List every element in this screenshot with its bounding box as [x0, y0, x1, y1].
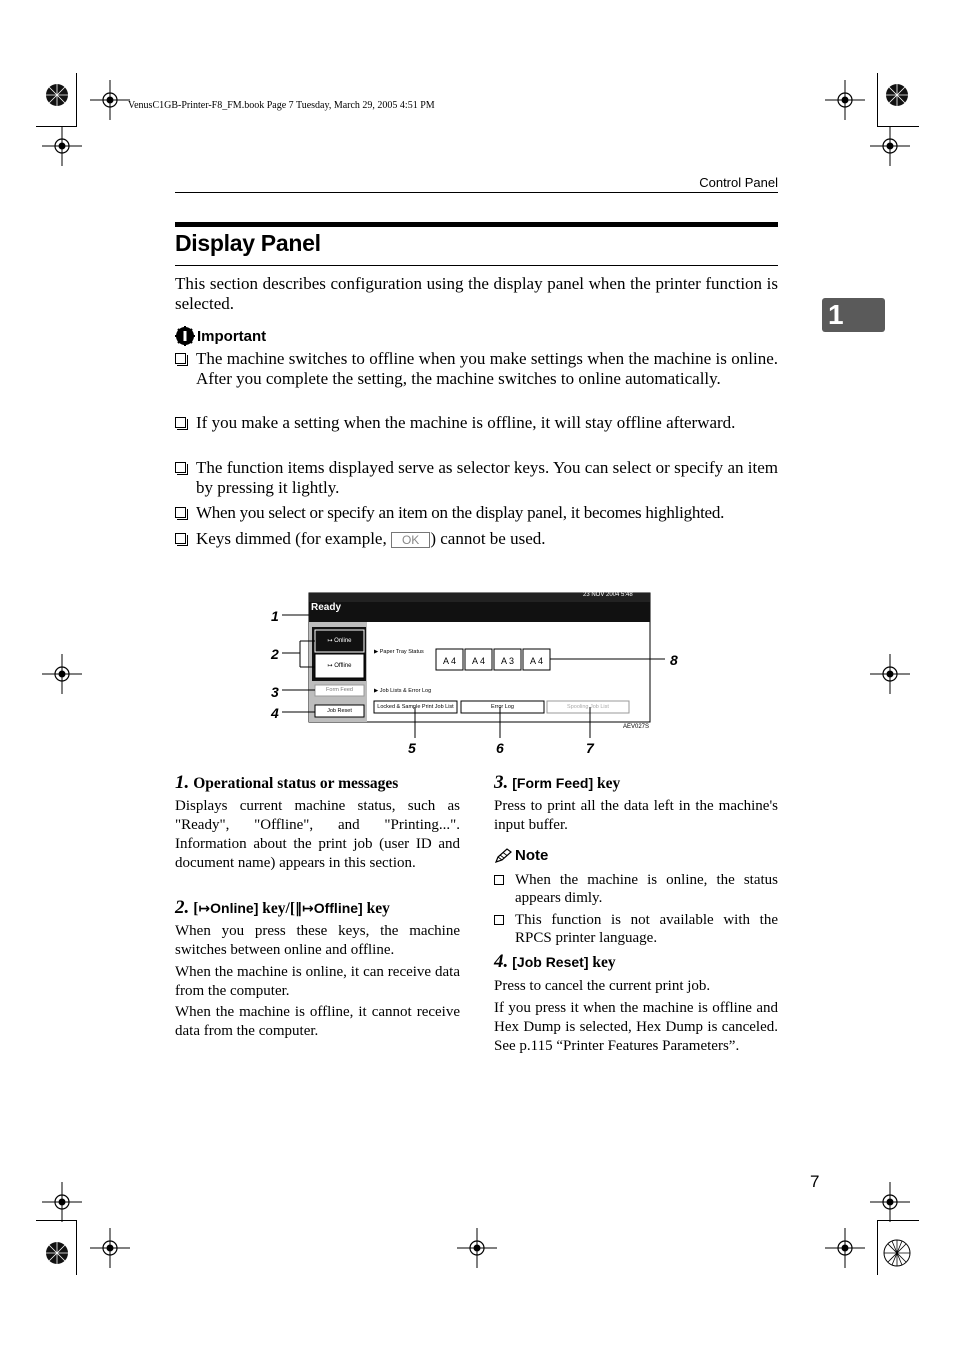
item-2-heading: 2. [↦Online] key/[‖↦Offline] key: [175, 897, 390, 918]
registration-mark-icon: [37, 1233, 77, 1273]
crosshair-icon: [90, 1228, 130, 1268]
callout-6: 6: [496, 740, 504, 756]
note-item: This function is not available with the RPCS printer language.: [494, 911, 778, 947]
pencil-icon: [494, 848, 512, 864]
item-3-heading: 3. [Form Feed] key: [494, 772, 621, 793]
note-heading: [494, 847, 548, 864]
important-item: The machine switches to offline when you make settings when the machine is online. After you complete the setting, the machine switches to online automatically.: [175, 349, 778, 388]
item-4-paragraph-2: If you press it when the machine is offline and Hex Dump is selected, Hex Dump is canceled. See p.115 “Printer Features Parameters”.: [494, 1000, 778, 1054]
display-panel-figure: [260, 590, 700, 765]
checkbox-bullet-icon: [175, 417, 186, 428]
offline-key: ↦ Offline: [327, 663, 352, 669]
crosshair-icon: [42, 1182, 82, 1222]
checkbox-bullet-icon: [494, 875, 504, 885]
important-item: Keys dimmed (for example, OK ) cannot be used.: [175, 529, 778, 549]
locked-sample-job-list-key: Locked & Sample Print Job List: [377, 704, 454, 710]
crosshair-icon: [457, 1228, 497, 1268]
ok-key-example: OK: [391, 532, 430, 548]
tray-4: A 4: [529, 656, 543, 666]
intro-paragraph: This section describes configuration using the display panel when the printer function is selected.: [175, 274, 778, 313]
callout-1: 1: [271, 608, 279, 624]
item-2-paragraph-1: When you press these keys, the machine switches between online and offline.: [175, 923, 460, 958]
chapter-tab: 1: [822, 298, 885, 332]
title-rule-top: [175, 222, 778, 227]
status-text: Ready: [311, 602, 342, 613]
online-arrow-icon: ↦: [198, 901, 211, 917]
callout-4: 4: [271, 705, 279, 721]
registration-mark-icon: [37, 75, 77, 115]
registration-mark-icon: [877, 75, 917, 115]
crosshair-icon: [42, 126, 82, 166]
job-reset-key: Job Reset: [327, 708, 352, 714]
tray-1: A 4: [442, 656, 456, 666]
datetime: 23 NOV 2004 5:48: [583, 592, 633, 598]
figure-code: AEV027S: [623, 724, 650, 730]
offline-arrow-icon: ↦: [327, 663, 333, 669]
callout-5: 5: [408, 740, 416, 756]
paper-tray-label: ▶ Paper Tray Status: [374, 649, 424, 655]
callout-7: 7: [586, 740, 594, 756]
crosshair-icon: [825, 80, 865, 120]
checkbox-bullet-icon: [175, 533, 186, 544]
important-item: If you make a setting when the machine is offline, it will stay offline afterward.: [175, 413, 778, 433]
crosshair-icon: [870, 654, 910, 694]
important-item: When you select or specify an item on the display panel, it becomes highlighted.: [175, 503, 778, 523]
spooling-job-list-key: Spooling Job List: [567, 704, 609, 710]
header-rule: [175, 192, 778, 193]
crosshair-icon: [90, 80, 130, 120]
item-2-paragraph-3: When the machine is offline, it cannot receive data from the computer.: [175, 1004, 460, 1039]
online-key: ↦ Online: [327, 638, 352, 644]
important-label: Important: [197, 327, 267, 345]
offline-arrow-icon: ‖↦: [294, 901, 314, 917]
checkbox-bullet-icon: [494, 915, 504, 925]
tray-3: A 3: [500, 656, 514, 666]
item-4-heading: 4. [Job Reset] key: [494, 951, 616, 972]
callout-2: 2: [271, 646, 279, 662]
error-log-key: Error Log: [491, 704, 514, 710]
note-label: Note: [515, 847, 549, 864]
item-4-paragraph-1: Press to cancel the current print job.: [494, 978, 711, 994]
page-number: 7: [810, 1172, 820, 1191]
running-head: Control Panel: [699, 175, 778, 190]
note-item: When the machine is online, the status appears dimly.: [494, 871, 778, 907]
important-heading: [175, 326, 266, 346]
important-item: The function items displayed serve as selector keys. You can select or specify an item by pressing it lightly.: [175, 458, 778, 497]
crosshair-icon: [870, 1182, 910, 1222]
tray-2: A 4: [471, 656, 485, 666]
item-1-body: Displays current machine status, such as "Ready", "Offline", and "Printing...". Information about the print job (user ID and document name) appears in this section.: [175, 798, 460, 871]
callout-8: 8: [670, 652, 678, 668]
checkbox-bullet-icon: [175, 507, 186, 518]
crosshair-icon: [825, 1228, 865, 1268]
checkbox-bullet-icon: [175, 462, 186, 473]
crosshair-icon: [42, 654, 82, 694]
item-3-body: Press to print all the data left in the machine's input buffer.: [494, 798, 778, 833]
section-title: Display Panel: [175, 230, 321, 256]
item-1-heading: 1. Operational status or messages: [175, 772, 399, 793]
registration-mark-icon: [877, 1233, 917, 1273]
file-info: VenusC1GB-Printer-F8_FM.book Page 7 Tuesday, March 29, 2005 4:51 PM: [128, 100, 435, 111]
checkbox-bullet-icon: [175, 353, 186, 364]
callout-3: 3: [271, 684, 279, 700]
form-feed-key: Form Feed: [326, 687, 353, 693]
online-arrow-icon: ↦: [327, 638, 333, 644]
crosshair-icon: [870, 126, 910, 166]
important-icon: [175, 326, 195, 346]
title-rule-bottom: [175, 265, 778, 266]
item-2-paragraph-2: When the machine is online, it can receive data from the computer.: [175, 964, 460, 999]
job-lists-label: ▶ Job Lists & Error Log: [374, 688, 432, 694]
